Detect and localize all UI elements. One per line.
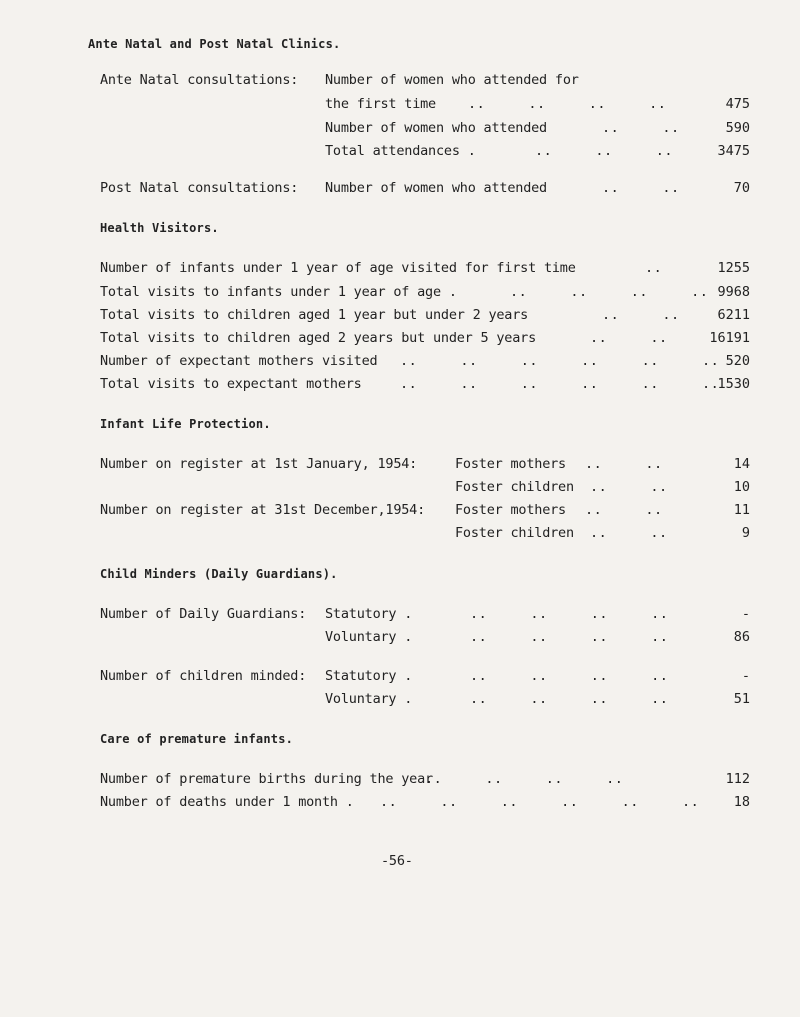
leader-dots: .. .. <box>602 120 680 136</box>
hv-row: Total visits to children aged 1 year but under 2 years <box>100 307 529 323</box>
cm-label-2: Number of children minded: <box>100 668 307 684</box>
antenatal-row1-value: 475 <box>725 96 750 112</box>
cm-label-1: Number of Daily Guardians: <box>100 606 307 622</box>
section-heading-antenatal: Ante Natal and Post Natal Clinics. <box>88 37 341 51</box>
leader-dots: .. .. <box>590 479 668 495</box>
antenatal-row2-label: Number of women who attended <box>325 120 547 136</box>
cm-value-2: 86 <box>733 629 750 645</box>
leader-dots: .. .. .. .. .. .. <box>400 376 720 392</box>
ilp-foster-children-1: Foster children <box>455 479 574 495</box>
antenatal-row3-value: 3475 <box>717 143 750 159</box>
leader-dots: .. .. <box>590 330 668 346</box>
ilp-foster-mothers-1: Foster mothers <box>455 456 566 472</box>
cm-value-4: 51 <box>733 691 750 707</box>
leader-dots: .. .. <box>585 456 663 472</box>
leader-dots: .. .. .. .. <box>468 96 667 112</box>
leader-dots: .. .. <box>602 180 680 196</box>
cm-voluntary-1: Voluntary . <box>325 629 413 645</box>
leader-dots: .. .. .. .. <box>470 606 669 622</box>
leader-dots: .. .. <box>602 307 680 323</box>
leader-dots: .. .. .. .. <box>510 284 709 300</box>
postnatal-label: Post Natal consultations: <box>100 180 299 196</box>
antenatal-row1-line1: Number of women who attended for <box>325 72 579 88</box>
ilp-label-1: Number on register at 1st January, 1954: <box>100 456 418 472</box>
ilp-value-1: 14 <box>733 456 750 472</box>
hv-row-value: 520 <box>725 353 750 369</box>
ilp-foster-mothers-2: Foster mothers <box>455 502 566 518</box>
leader-dots: .. .. .. .. <box>470 668 669 684</box>
leader-dots: .. .. .. .. <box>470 691 669 707</box>
postnatal-row: Number of women who attended <box>325 180 547 196</box>
ilp-value-3: 11 <box>733 502 750 518</box>
hv-row: Total visits to children aged 2 years but under 5 years <box>100 330 537 346</box>
premature-value-1: 112 <box>725 771 750 787</box>
hv-row: Total visits to infants under 1 year of age . <box>100 284 457 300</box>
postnatal-value: 70 <box>733 180 750 196</box>
hv-row: Total visits to expectant mothers <box>100 376 362 392</box>
premature-value-2: 18 <box>733 794 750 810</box>
section-heading-health-visitors: Health Visitors. <box>100 221 219 235</box>
leader-dots: .. .. <box>590 525 668 541</box>
hv-row: Number of expectant mothers visited <box>100 353 378 369</box>
leader-dots: .. <box>645 260 663 276</box>
section-heading-child-minders: Child Minders (Daily Guardians). <box>100 567 338 581</box>
premature-row-2: Number of deaths under 1 month . <box>100 794 354 810</box>
cm-statutory-1: Statutory . <box>325 606 413 622</box>
hv-row: Number of infants under 1 year of age visited for first time <box>100 260 576 276</box>
section-heading-premature: Care of premature infants. <box>100 732 294 746</box>
premature-row-1: Number of premature births during the year <box>100 771 433 787</box>
leader-dots: .. .. .. .. <box>425 771 624 787</box>
leader-dots: .. .. <box>585 502 663 518</box>
hv-row-value: 1255 <box>717 260 750 276</box>
cm-statutory-2: Statutory . <box>325 668 413 684</box>
leader-dots: .. .. .. <box>535 143 674 159</box>
cm-voluntary-2: Voluntary . <box>325 691 413 707</box>
hv-row-value: 9968 <box>717 284 750 300</box>
cm-value-3: - <box>741 668 750 684</box>
antenatal-row2-value: 590 <box>725 120 750 136</box>
hv-row-value: 6211 <box>717 307 750 323</box>
antenatal-row1-line2: the first time <box>325 96 436 112</box>
antenatal-label: Ante Natal consultations: <box>100 72 299 88</box>
leader-dots: .. .. .. .. .. .. <box>400 353 720 369</box>
page-number: -56- <box>381 853 413 869</box>
hv-row-value: 16191 <box>709 330 750 346</box>
ilp-foster-children-2: Foster children <box>455 525 574 541</box>
ilp-value-4: 9 <box>741 525 750 541</box>
ilp-value-2: 10 <box>733 479 750 495</box>
leader-dots: .. .. .. .. .. .. <box>380 794 700 810</box>
ilp-label-2: Number on register at 31st December,1954: <box>100 502 426 518</box>
antenatal-row3-label: Total attendances . <box>325 143 476 159</box>
section-heading-infant-life: Infant Life Protection. <box>100 417 271 431</box>
leader-dots: .. .. .. .. <box>470 629 669 645</box>
hv-row-value: 1530 <box>717 376 750 392</box>
cm-value-1: - <box>741 606 750 622</box>
